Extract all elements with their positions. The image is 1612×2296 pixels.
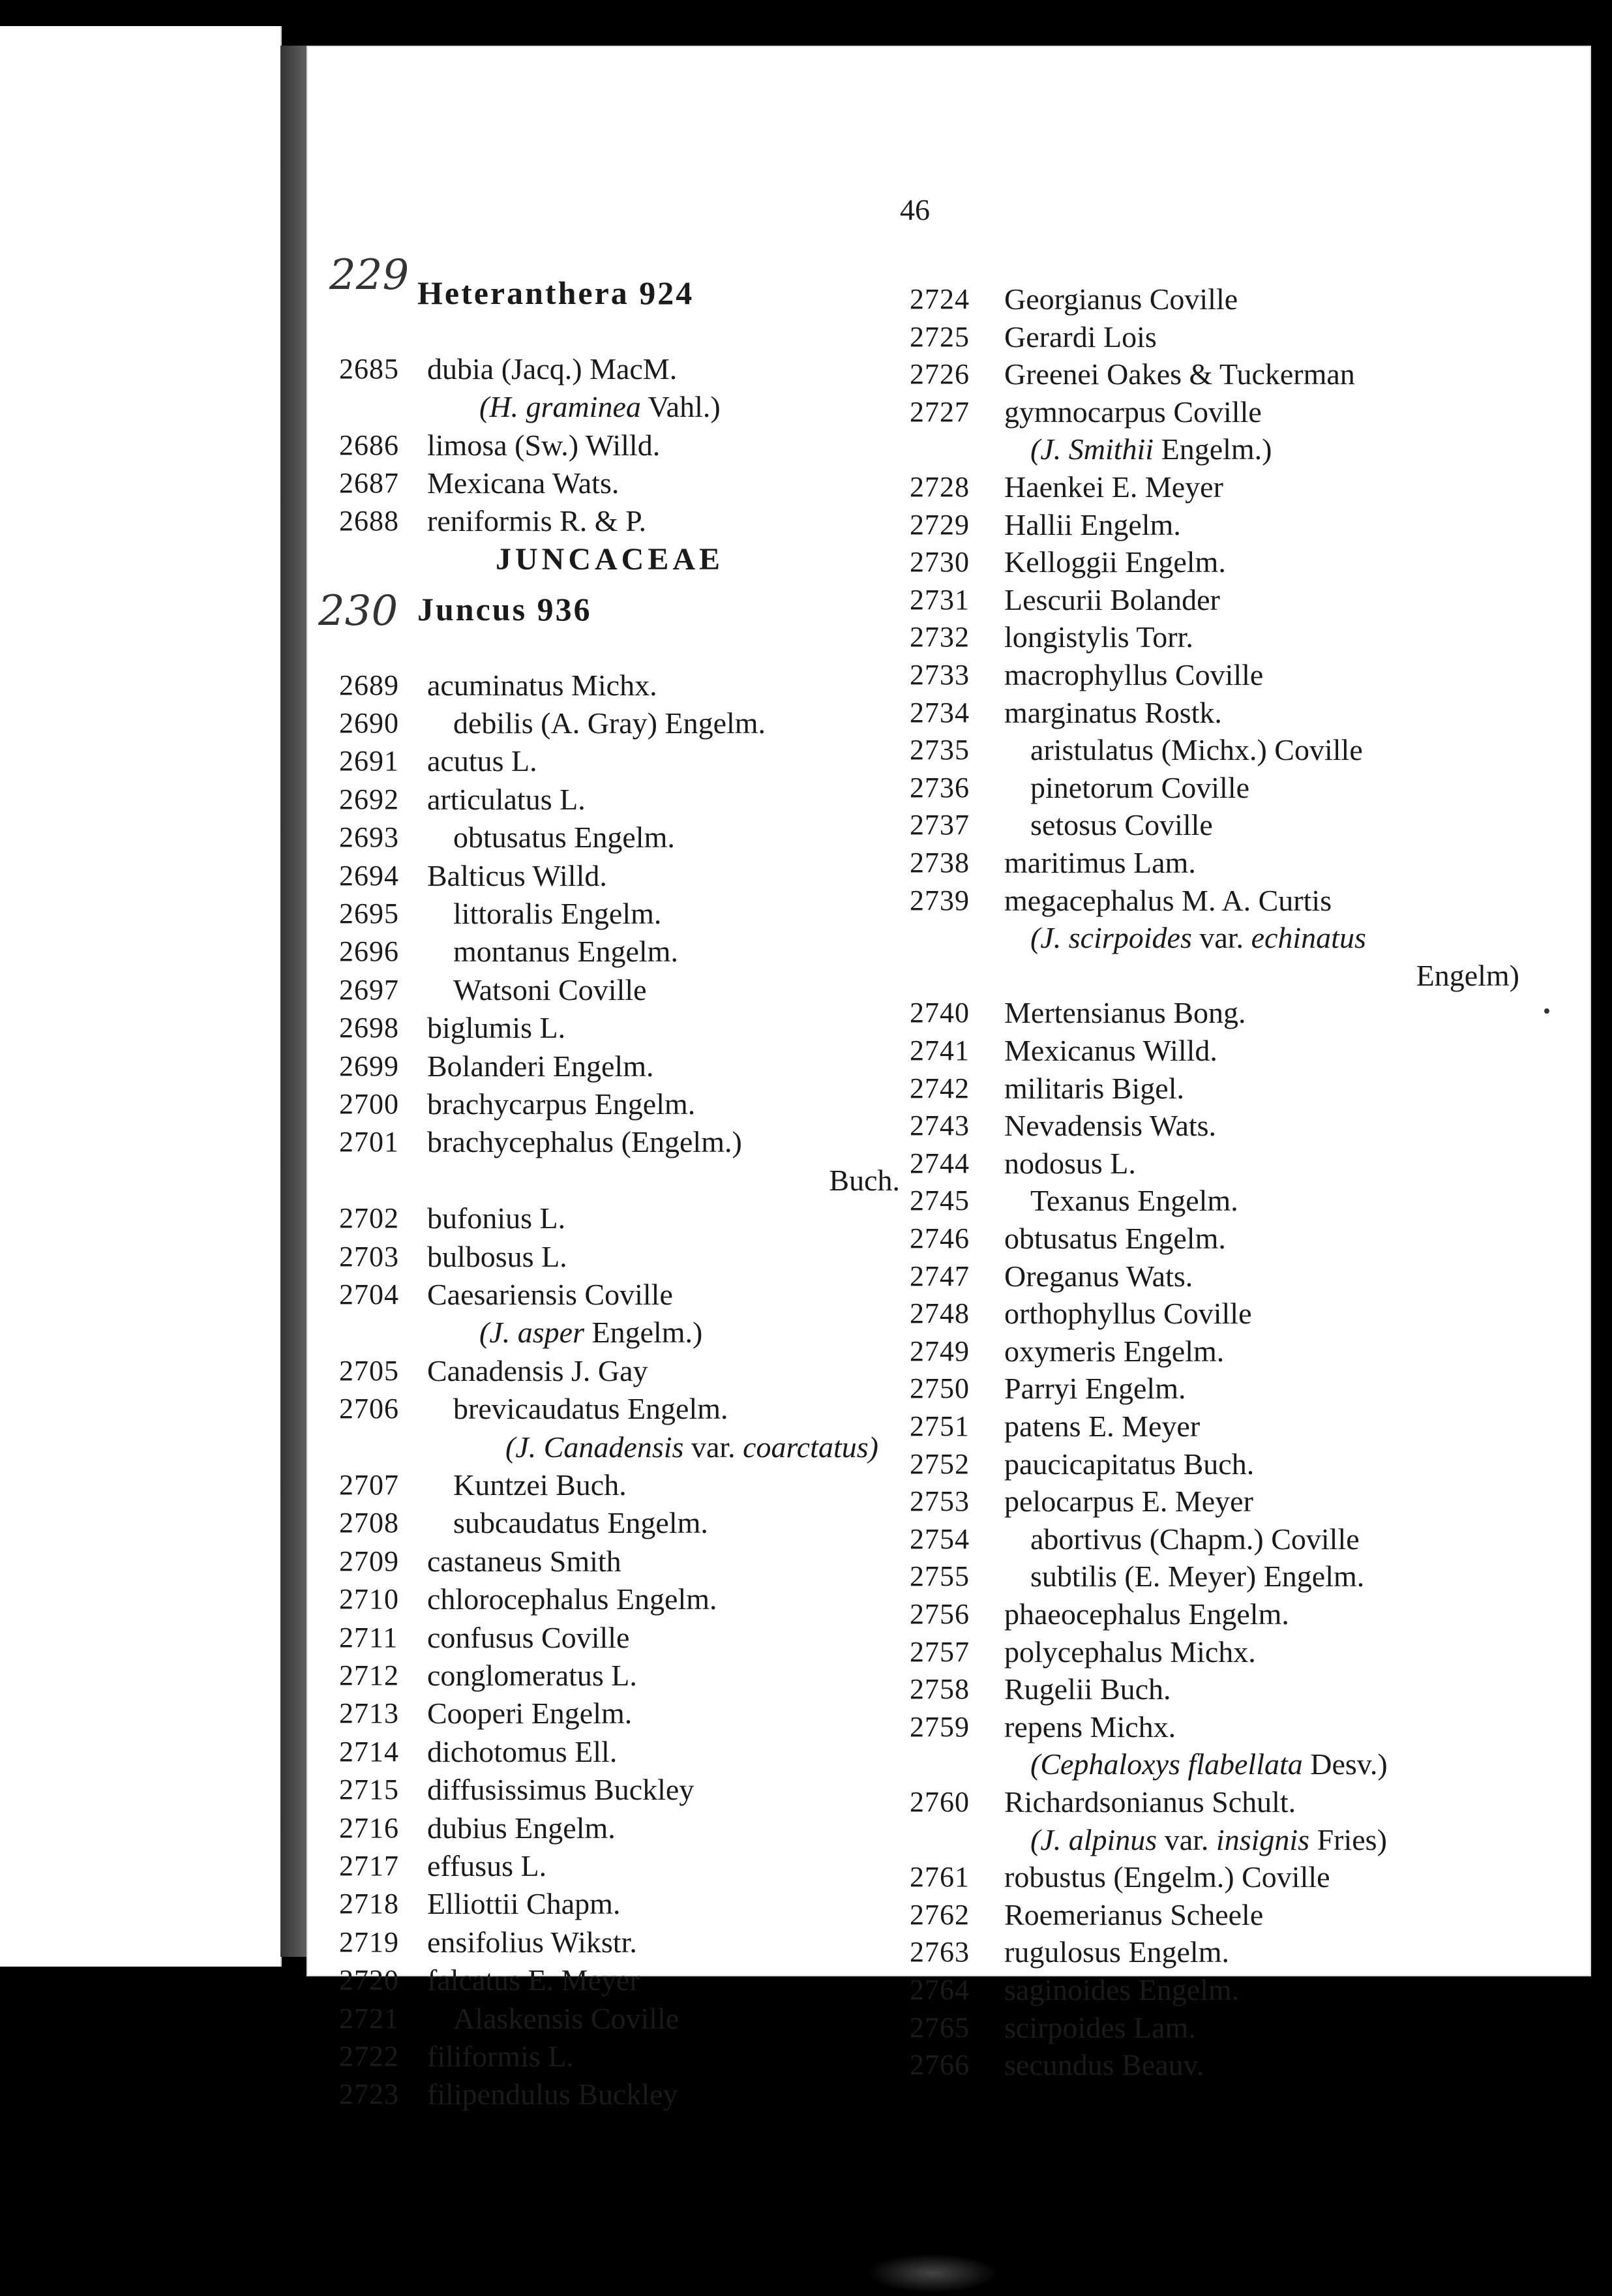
entry-name: polycephalus Michx. (1004, 1635, 1256, 1669)
species-entry (339, 2038, 900, 2076)
entry-name: brachycephalus (Engelm.) (427, 1125, 742, 1159)
entry-number: 2711 (339, 1621, 398, 1654)
entry-name: pinetorum Coville (1030, 770, 1250, 804)
species-entry (339, 1657, 900, 1695)
entry-name: rugulosus Engelm. (1004, 1935, 1229, 1969)
entry-name: (J. Smithii Engelm.) (1030, 432, 1272, 466)
entry-number: 2729 (910, 508, 970, 541)
entry-number: 2738 (910, 847, 970, 879)
ink-speck (1544, 1008, 1549, 1014)
species-entry (910, 1708, 1519, 1746)
entry-name: acuminatus Michx. (427, 668, 657, 702)
species-entry (910, 994, 1519, 1032)
species-entry (339, 1885, 900, 1923)
entry-name: biglumis L. (427, 1011, 566, 1045)
species-entry (910, 1633, 1519, 1671)
entry-number: 2706 (339, 1393, 399, 1425)
entry-number: 2755 (910, 1560, 970, 1593)
entry-number: 2699 (339, 1050, 399, 1082)
entry-number: 2748 (910, 1297, 970, 1330)
species-entry (910, 506, 1519, 544)
species-entry (910, 1971, 1519, 2009)
entry-name: Rugelii Buch. (1004, 1672, 1171, 1706)
entry-number: 2756 (910, 1598, 970, 1630)
entry-number: 2732 (910, 621, 970, 654)
species-entry (910, 318, 1519, 356)
species-entry (910, 1595, 1519, 1633)
entry-number: 2724 (910, 283, 970, 315)
species-entry (339, 1809, 900, 1847)
species-entry (339, 1390, 900, 1428)
entry-name: Buch. (829, 1163, 900, 1197)
species-entry (910, 543, 1519, 581)
entry-number: 2696 (339, 935, 399, 968)
entry-number: 2712 (339, 1659, 399, 1691)
entry-name: pelocarpus E. Meyer (1004, 1485, 1253, 1518)
species-entry (339, 1123, 900, 1161)
species-entry (910, 1933, 1519, 1971)
entry-name: diffusissimus Buckley (427, 1773, 694, 1807)
species-entry (339, 1771, 900, 1809)
entry-name: effusus L. (427, 1849, 547, 1882)
species-entry (339, 1276, 900, 1314)
species-entry (339, 1200, 900, 1237)
species-entry (339, 464, 900, 502)
species-entry (910, 1670, 1519, 1708)
species-entry (339, 971, 900, 1009)
entry-number: 2703 (339, 1240, 399, 1273)
entry-name: abortivus (Chapm.) Coville (1030, 1522, 1360, 1556)
species-entry (339, 667, 900, 704)
entry-number: 2690 (339, 706, 399, 739)
entry-number: 2745 (910, 1185, 970, 1217)
entry-number: 2760 (910, 1786, 970, 1818)
entry-name: Roemerianus Scheele (1004, 1897, 1264, 1931)
species-entry (910, 769, 1519, 807)
entry-number: 2717 (339, 1849, 399, 1882)
species-entry (339, 1238, 900, 1276)
species-entry (339, 2076, 900, 2113)
entry-name: Cooperi Engelm. (427, 1697, 633, 1730)
species-entry (339, 1580, 900, 1618)
species-entry (910, 1182, 1519, 1220)
species-entry (910, 430, 1519, 468)
entry-name: Richardsonianus Schult. (1004, 1785, 1296, 1819)
entry-number: 2709 (339, 1545, 399, 1577)
facing-page-edge (0, 26, 282, 1967)
entry-name: orthophyllus Coville (1004, 1297, 1252, 1331)
entry-name: falcatus E. Meyer (427, 1963, 640, 1997)
entry-number: 2762 (910, 1898, 970, 1931)
entry-name: articulatus L. (427, 782, 586, 816)
entry-name: castaneus Smith (427, 1544, 621, 1578)
entry-number: 2714 (339, 1735, 399, 1768)
entry-name: dubius Engelm. (427, 1811, 616, 1845)
entry-number: 2713 (339, 1697, 399, 1730)
species-entry (339, 1085, 900, 1123)
entry-name: Hallii Engelm. (1004, 507, 1181, 541)
entry-name: dubia (Jacq.) MacM. (427, 352, 678, 385)
species-entry (910, 1032, 1519, 1070)
entry-number: 2742 (910, 1072, 970, 1104)
entry-name: montanus Engelm. (453, 935, 678, 969)
entry-name: Mexicanus Willd. (1004, 1034, 1217, 1067)
species-entry (339, 1847, 900, 1885)
entry-number: 2761 (910, 1861, 970, 1894)
species-entry (910, 468, 1519, 506)
species-entry (339, 1466, 900, 1504)
entry-number: 2754 (910, 1522, 970, 1555)
entry-number: 2708 (339, 1507, 399, 1539)
entry-name: Georgianus Coville (1004, 282, 1238, 316)
entry-number: 2687 (339, 467, 399, 499)
entry-name: brevicaudatus Engelm. (453, 1392, 728, 1426)
entry-name: littoralis Engelm. (453, 896, 662, 930)
entry-name: militaris Bigel. (1004, 1071, 1184, 1105)
entry-number: 2743 (910, 1110, 970, 1142)
entry-number: 2695 (339, 897, 399, 929)
entry-name: paucicapitatus Buch. (1004, 1447, 1255, 1481)
species-entry (910, 1858, 1519, 1896)
entry-number: 2697 (339, 973, 399, 1006)
species-entry (910, 2009, 1519, 2047)
species-entry (910, 1783, 1519, 1821)
entry-number: 2707 (339, 1468, 399, 1501)
entry-number: 2704 (339, 1278, 399, 1310)
entry-name: Oreganus Wats. (1004, 1259, 1193, 1293)
entry-name: repens Michx. (1004, 1710, 1176, 1744)
species-entry (339, 427, 900, 464)
entry-number: 2722 (339, 2040, 399, 2072)
entry-name: dichotomus Ell. (427, 1734, 618, 1768)
entry-number: 2733 (910, 659, 970, 691)
species-entry (339, 704, 900, 742)
entry-number: 2701 (339, 1126, 399, 1158)
family-title: JUNCACEAE (496, 541, 724, 577)
species-entry (339, 1428, 900, 1466)
entry-name: Bolanderi Engelm. (427, 1049, 654, 1083)
entry-name: ensifolius Wikstr. (427, 1925, 637, 1959)
entry-name: Greenei Oakes & Tuckerman (1004, 357, 1355, 391)
genus-title: Heteranthera 924 (417, 275, 694, 311)
species-entry (910, 694, 1519, 732)
species-entry (910, 1370, 1519, 1408)
species-entry (910, 844, 1519, 882)
entry-name: secundus Beauv. (1004, 2048, 1204, 2082)
entry-name: acutus L. (427, 744, 537, 778)
species-entry (910, 355, 1519, 393)
entry-name: filipendulus Buckley (427, 2077, 678, 2111)
species-entry (910, 1333, 1519, 1370)
entry-name: patens E. Meyer (1004, 1410, 1201, 1443)
entry-number: 2730 (910, 546, 970, 579)
entry-number: 2726 (910, 358, 970, 391)
entry-number: 2752 (910, 1447, 970, 1480)
species-entry (910, 1145, 1519, 1183)
entry-name: gymnocarpus Coville (1004, 395, 1262, 429)
species-entry (339, 781, 900, 819)
entry-name: marginatus Rostk. (1004, 695, 1222, 729)
species-entry (910, 1295, 1519, 1333)
entry-number: 2720 (339, 1964, 399, 1997)
entry-number: 2725 (910, 320, 970, 353)
species-entry (339, 1543, 900, 1580)
entry-number: 2698 (339, 1012, 399, 1044)
entry-number: 2747 (910, 1260, 970, 1292)
entry-name: limosa (Sw.) Willd. (427, 428, 661, 462)
entry-name: debilis (A. Gray) Engelm. (453, 706, 766, 740)
species-entry (339, 388, 900, 426)
species-entry (339, 933, 900, 971)
species-entry (339, 1619, 900, 1657)
entry-number: 2686 (339, 429, 399, 461)
entry-number: 2764 (910, 1974, 970, 2006)
entry-name: Parryi Engelm. (1004, 1372, 1186, 1406)
entry-name: Gerardi Lois (1004, 320, 1157, 354)
entry-number: 2693 (339, 821, 399, 854)
entry-number: 2765 (910, 2011, 970, 2044)
family-heading (339, 541, 900, 579)
entry-number: 2691 (339, 745, 399, 778)
entry-number: 2750 (910, 1372, 970, 1405)
species-entry (339, 1504, 900, 1542)
genus-title: Juncus 936 (417, 590, 592, 627)
entry-number: 2728 (910, 471, 970, 503)
entry-name: Mexicana Wats. (427, 466, 619, 500)
entry-number: 2749 (910, 1335, 970, 1367)
entry-number: 2737 (910, 809, 970, 841)
entry-name: reniformis R. & P. (427, 504, 647, 538)
entry-number: 2689 (339, 669, 399, 701)
page-number: 46 (900, 193, 930, 226)
entry-name: bulbosus L. (427, 1239, 567, 1273)
species-entry (910, 1408, 1519, 1445)
species-entry (910, 1821, 1519, 1859)
entry-number: 2702 (339, 1202, 399, 1235)
species-entry (910, 1445, 1519, 1483)
species-entry (910, 1107, 1519, 1145)
entry-name: Texanus Engelm. (1030, 1184, 1238, 1218)
entry-name: phaeocephalus Engelm. (1004, 1597, 1289, 1631)
species-entry (339, 857, 900, 895)
entry-number: 2715 (339, 1774, 399, 1806)
entry-number: 2741 (910, 1035, 970, 1066)
entry-number: 2721 (339, 2002, 399, 2034)
entry-number: 2734 (910, 696, 970, 729)
entry-name: Mertensianus Bong. (1004, 996, 1246, 1030)
entry-number: 2757 (910, 1635, 970, 1668)
species-entry (910, 957, 1519, 995)
entry-name: Kuntzei Buch. (453, 1468, 627, 1502)
entry-name: maritimus Lam. (1004, 846, 1196, 879)
entry-name: (J. Canadensis var. coarctatus) (505, 1430, 878, 1464)
entry-name: Elliottii Chapm. (427, 1887, 621, 1921)
entry-name: megacephalus M. A. Curtis (1004, 883, 1332, 917)
species-entry (910, 581, 1519, 619)
entry-name: chlorocephalus Engelm. (427, 1582, 717, 1616)
entry-number: 2723 (339, 2078, 399, 2111)
species-entry (910, 882, 1519, 920)
species-entry (339, 742, 900, 780)
entry-name: subtilis (E. Meyer) Engelm. (1030, 1560, 1365, 1594)
entry-name: (J. scirpoides var. echinatus (1030, 921, 1366, 955)
species-entry (910, 1220, 1519, 1258)
entry-number: 2685 (339, 352, 399, 385)
entry-number: 2759 (910, 1710, 970, 1743)
species-entry (339, 1048, 900, 1085)
entry-number: 2736 (910, 771, 970, 804)
species-entry (910, 1070, 1519, 1108)
entry-number: 2753 (910, 1485, 970, 1518)
species-entry (910, 731, 1519, 769)
species-entry (339, 1352, 900, 1390)
species-entry (339, 819, 900, 856)
entry-name: bufonius L. (427, 1201, 566, 1235)
entry-name: conglomeratus L. (427, 1658, 637, 1692)
entry-name: aristulatus (Michx.) Coville (1030, 733, 1363, 767)
entry-number: 2739 (910, 884, 970, 916)
species-entry (339, 1162, 900, 1200)
entry-number: 2763 (910, 1936, 970, 1969)
entry-number: 2700 (339, 1087, 399, 1120)
species-entry (339, 1924, 900, 1961)
entry-number: 2751 (910, 1410, 970, 1442)
bottom-edge-stain (867, 2254, 998, 2293)
entry-name: saginoides Engelm. (1004, 1973, 1240, 2006)
genus-heading (339, 274, 900, 312)
species-entry (910, 919, 1519, 957)
handwritten-note-229: 229 (329, 251, 410, 299)
entry-name: oxymeris Engelm. (1004, 1334, 1225, 1368)
entry-name: scirpoides Lam. (1004, 2010, 1196, 2044)
species-entry (910, 1896, 1519, 1934)
entry-number: 2731 (910, 583, 970, 616)
entry-name: Alaskensis Coville (453, 2001, 679, 2035)
entry-number: 2735 (910, 734, 970, 766)
entry-number: 2688 (339, 505, 399, 537)
entry-number: 2710 (339, 1583, 399, 1616)
species-entry (910, 1745, 1519, 1783)
species-entry (910, 1483, 1519, 1520)
species-entry (339, 1009, 900, 1047)
entry-name: Balticus Willd. (427, 858, 607, 892)
entry-name: setosus Coville (1030, 808, 1213, 842)
entry-name: macrophyllus Coville (1004, 658, 1264, 691)
species-entry (339, 1314, 900, 1352)
entry-name: subcaudatus Engelm. (453, 1506, 708, 1540)
species-entry (339, 2000, 900, 2038)
entry-number: 2758 (910, 1673, 970, 1706)
entry-name: Kelloggii Engelm. (1004, 545, 1226, 579)
entry-name: nodosus L. (1004, 1146, 1136, 1180)
species-entry (910, 393, 1519, 431)
species-entry (910, 806, 1519, 844)
entry-name: Lescurii Bolander (1004, 582, 1220, 616)
entry-name: Nevadensis Wats. (1004, 1109, 1217, 1143)
entry-name: obtusatus Engelm. (453, 821, 675, 854)
entry-number: 2766 (910, 2049, 970, 2081)
entry-name: Caesariensis Coville (427, 1277, 673, 1311)
species-entry (910, 280, 1519, 318)
entry-number: 2727 (910, 395, 970, 428)
entry-name: (J. asper Engelm.) (479, 1316, 703, 1350)
species-entry (339, 1695, 900, 1732)
entry-number: 2719 (339, 1926, 399, 1958)
species-entry (910, 1258, 1519, 1295)
entry-name: (Cephaloxys flabellata Desv.) (1030, 1747, 1388, 1781)
entry-name: (H. graminea Vahl.) (479, 390, 721, 424)
species-entry (910, 2046, 1519, 2084)
entry-number: 2692 (339, 783, 399, 815)
species-entry (339, 895, 900, 933)
species-entry (910, 618, 1519, 656)
species-entry (339, 350, 900, 388)
entry-name: obtusatus Engelm. (1004, 1222, 1226, 1255)
entry-name: (J. alpinus var. insignis Fries) (1030, 1822, 1387, 1856)
entry-name: confusus Coville (427, 1620, 630, 1654)
entry-number: 2716 (339, 1811, 399, 1844)
species-entry (339, 1961, 900, 1999)
species-entry (339, 502, 900, 540)
species-entry (910, 656, 1519, 694)
entry-name: Haenkei E. Meyer (1004, 470, 1223, 504)
entry-number: 2694 (339, 859, 399, 892)
species-entry (910, 1558, 1519, 1595)
species-entry (910, 1520, 1519, 1558)
entry-number: 2705 (339, 1354, 399, 1387)
handwritten-note-230: 230 (318, 587, 398, 635)
entry-name: Watsoni Coville (453, 973, 647, 1006)
entry-name: Canadensis J. Gay (427, 1353, 648, 1387)
entry-name: robustus (Engelm.) Coville (1004, 1860, 1330, 1894)
genus-heading (339, 590, 900, 628)
entry-number: 2744 (910, 1147, 970, 1179)
entry-name: filiformis L. (427, 2039, 574, 2073)
entry-number: 2718 (339, 1888, 399, 1920)
entry-name: longistylis Torr. (1004, 620, 1193, 654)
entry-name: brachycarpus Engelm. (427, 1087, 696, 1121)
entry-name: Engelm) (1416, 958, 1519, 992)
entry-number: 2740 (910, 997, 970, 1029)
entry-number: 2746 (910, 1222, 970, 1254)
species-entry (339, 1733, 900, 1771)
